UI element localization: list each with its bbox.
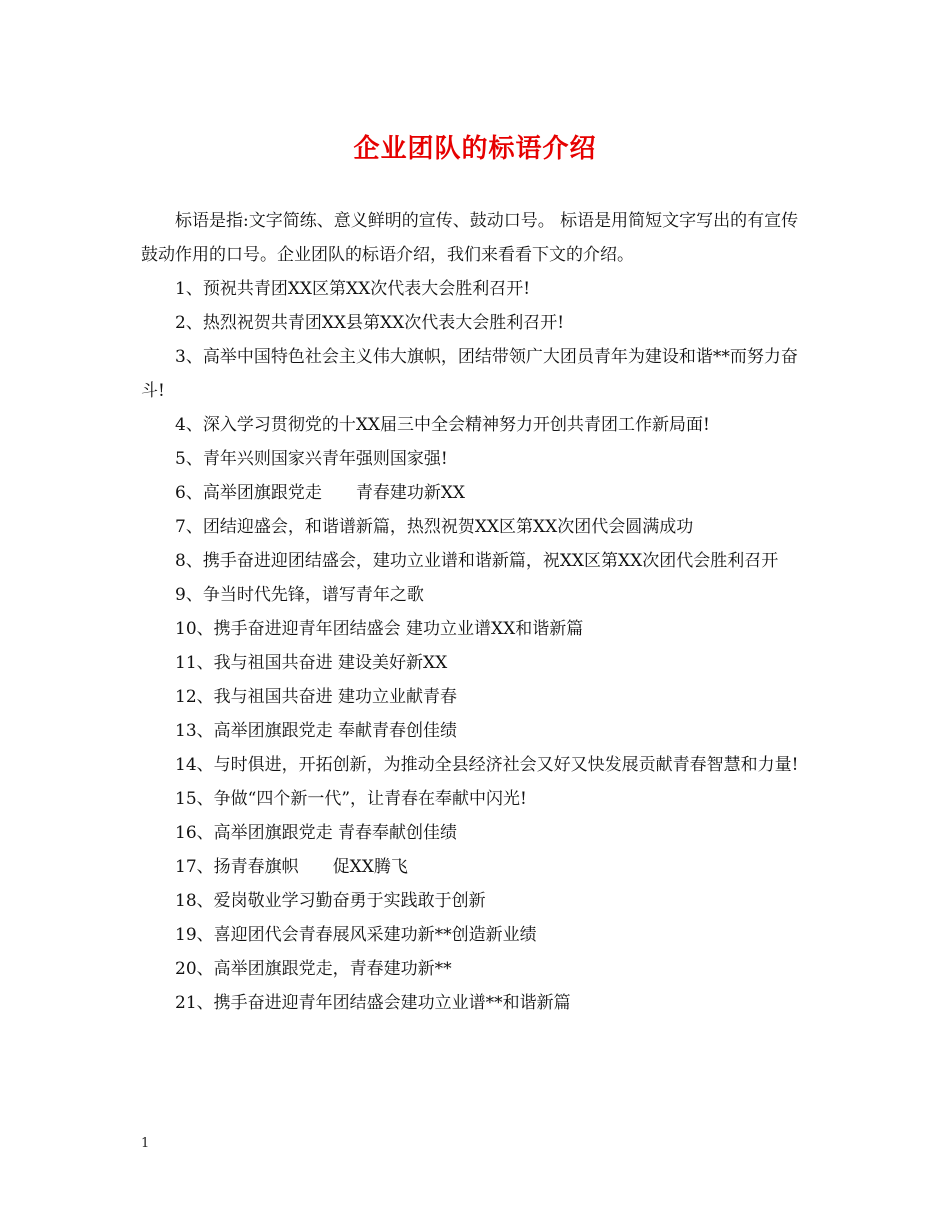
slogan-item: 11、我与祖国共奋进 建设美好新XX <box>175 653 448 673</box>
slogan-item: 5、青年兴则国家兴青年强则国家强! <box>175 449 448 469</box>
slogan-item: 2、热烈祝贺共青团XX县第XX次代表大会胜利召开! <box>175 313 565 333</box>
slogan-item: 17、扬青春旗帜 促XX腾飞 <box>175 857 408 877</box>
slogan-item: 4、深入学习贯彻党的十XX届三中全会精神努力开创共青团工作新局面! <box>175 415 710 435</box>
page-number: 1 <box>141 1136 150 1151</box>
slogan-item: 19、喜迎团代会青春展风采建功新**创造新业绩 <box>175 925 537 945</box>
slogan-item: 9、争当时代先锋，谱写青年之歌 <box>175 585 424 605</box>
slogan-item: 18、爱岗敬业学习勤奋勇于实践敢于创新 <box>175 891 486 911</box>
slogan-item: 7、团结迎盛会，和谐谱新篇，热烈祝贺XX区第XX次团代会圆满成功 <box>175 517 694 537</box>
document-title: 企业团队的标语介绍 <box>353 134 597 164</box>
slogan-item: 12、我与祖国共奋进 建功立业献青春 <box>175 687 458 707</box>
slogan-item: 3、高举中国特色社会主义伟大旗帜，团结带领广大团员青年为建设和谐**而努力奋斗! <box>141 347 798 401</box>
document-body <box>141 204 813 1020</box>
slogan-item: 8、携手奋进迎团结盛会，建功立业谱和谐新篇，祝XX区第XX次团代会胜利召开 <box>175 551 779 571</box>
slogan-item: 10、携手奋进迎青年团结盛会 建功立业谱XX和谐新篇 <box>175 619 584 639</box>
slogan-item: 6、高举团旗跟党走 青春建功新XX <box>175 483 466 503</box>
slogan-item: 20、高举团旗跟党走，青春建功新** <box>175 959 452 979</box>
slogan-item: 13、高举团旗跟党走 奉献青春创佳绩 <box>175 721 458 741</box>
slogan-item: 16、高举团旗跟党走 青春奉献创佳绩 <box>175 823 458 843</box>
slogan-item: 1、预祝共青团XX区第XX次代表大会胜利召开! <box>175 279 531 299</box>
slogan-item: 14、与时俱进，开拓创新，为推动全县经济社会又好又快发展贡献青春智慧和力量! <box>175 755 799 775</box>
intro-paragraph: 标语是指:文字简练、意义鲜明的宣传、鼓动口号。 标语是用简短文字写出的有宣传鼓动作用的口号。企业团队的标语介绍，我们来看看下文的介绍。 <box>141 211 799 265</box>
slogan-item: 15、争做“四个新一代”，让青春在奉献中闪光! <box>175 789 527 809</box>
slogan-item: 21、携手奋进迎青年团结盛会建功立业谱**和谐新篇 <box>175 993 571 1013</box>
